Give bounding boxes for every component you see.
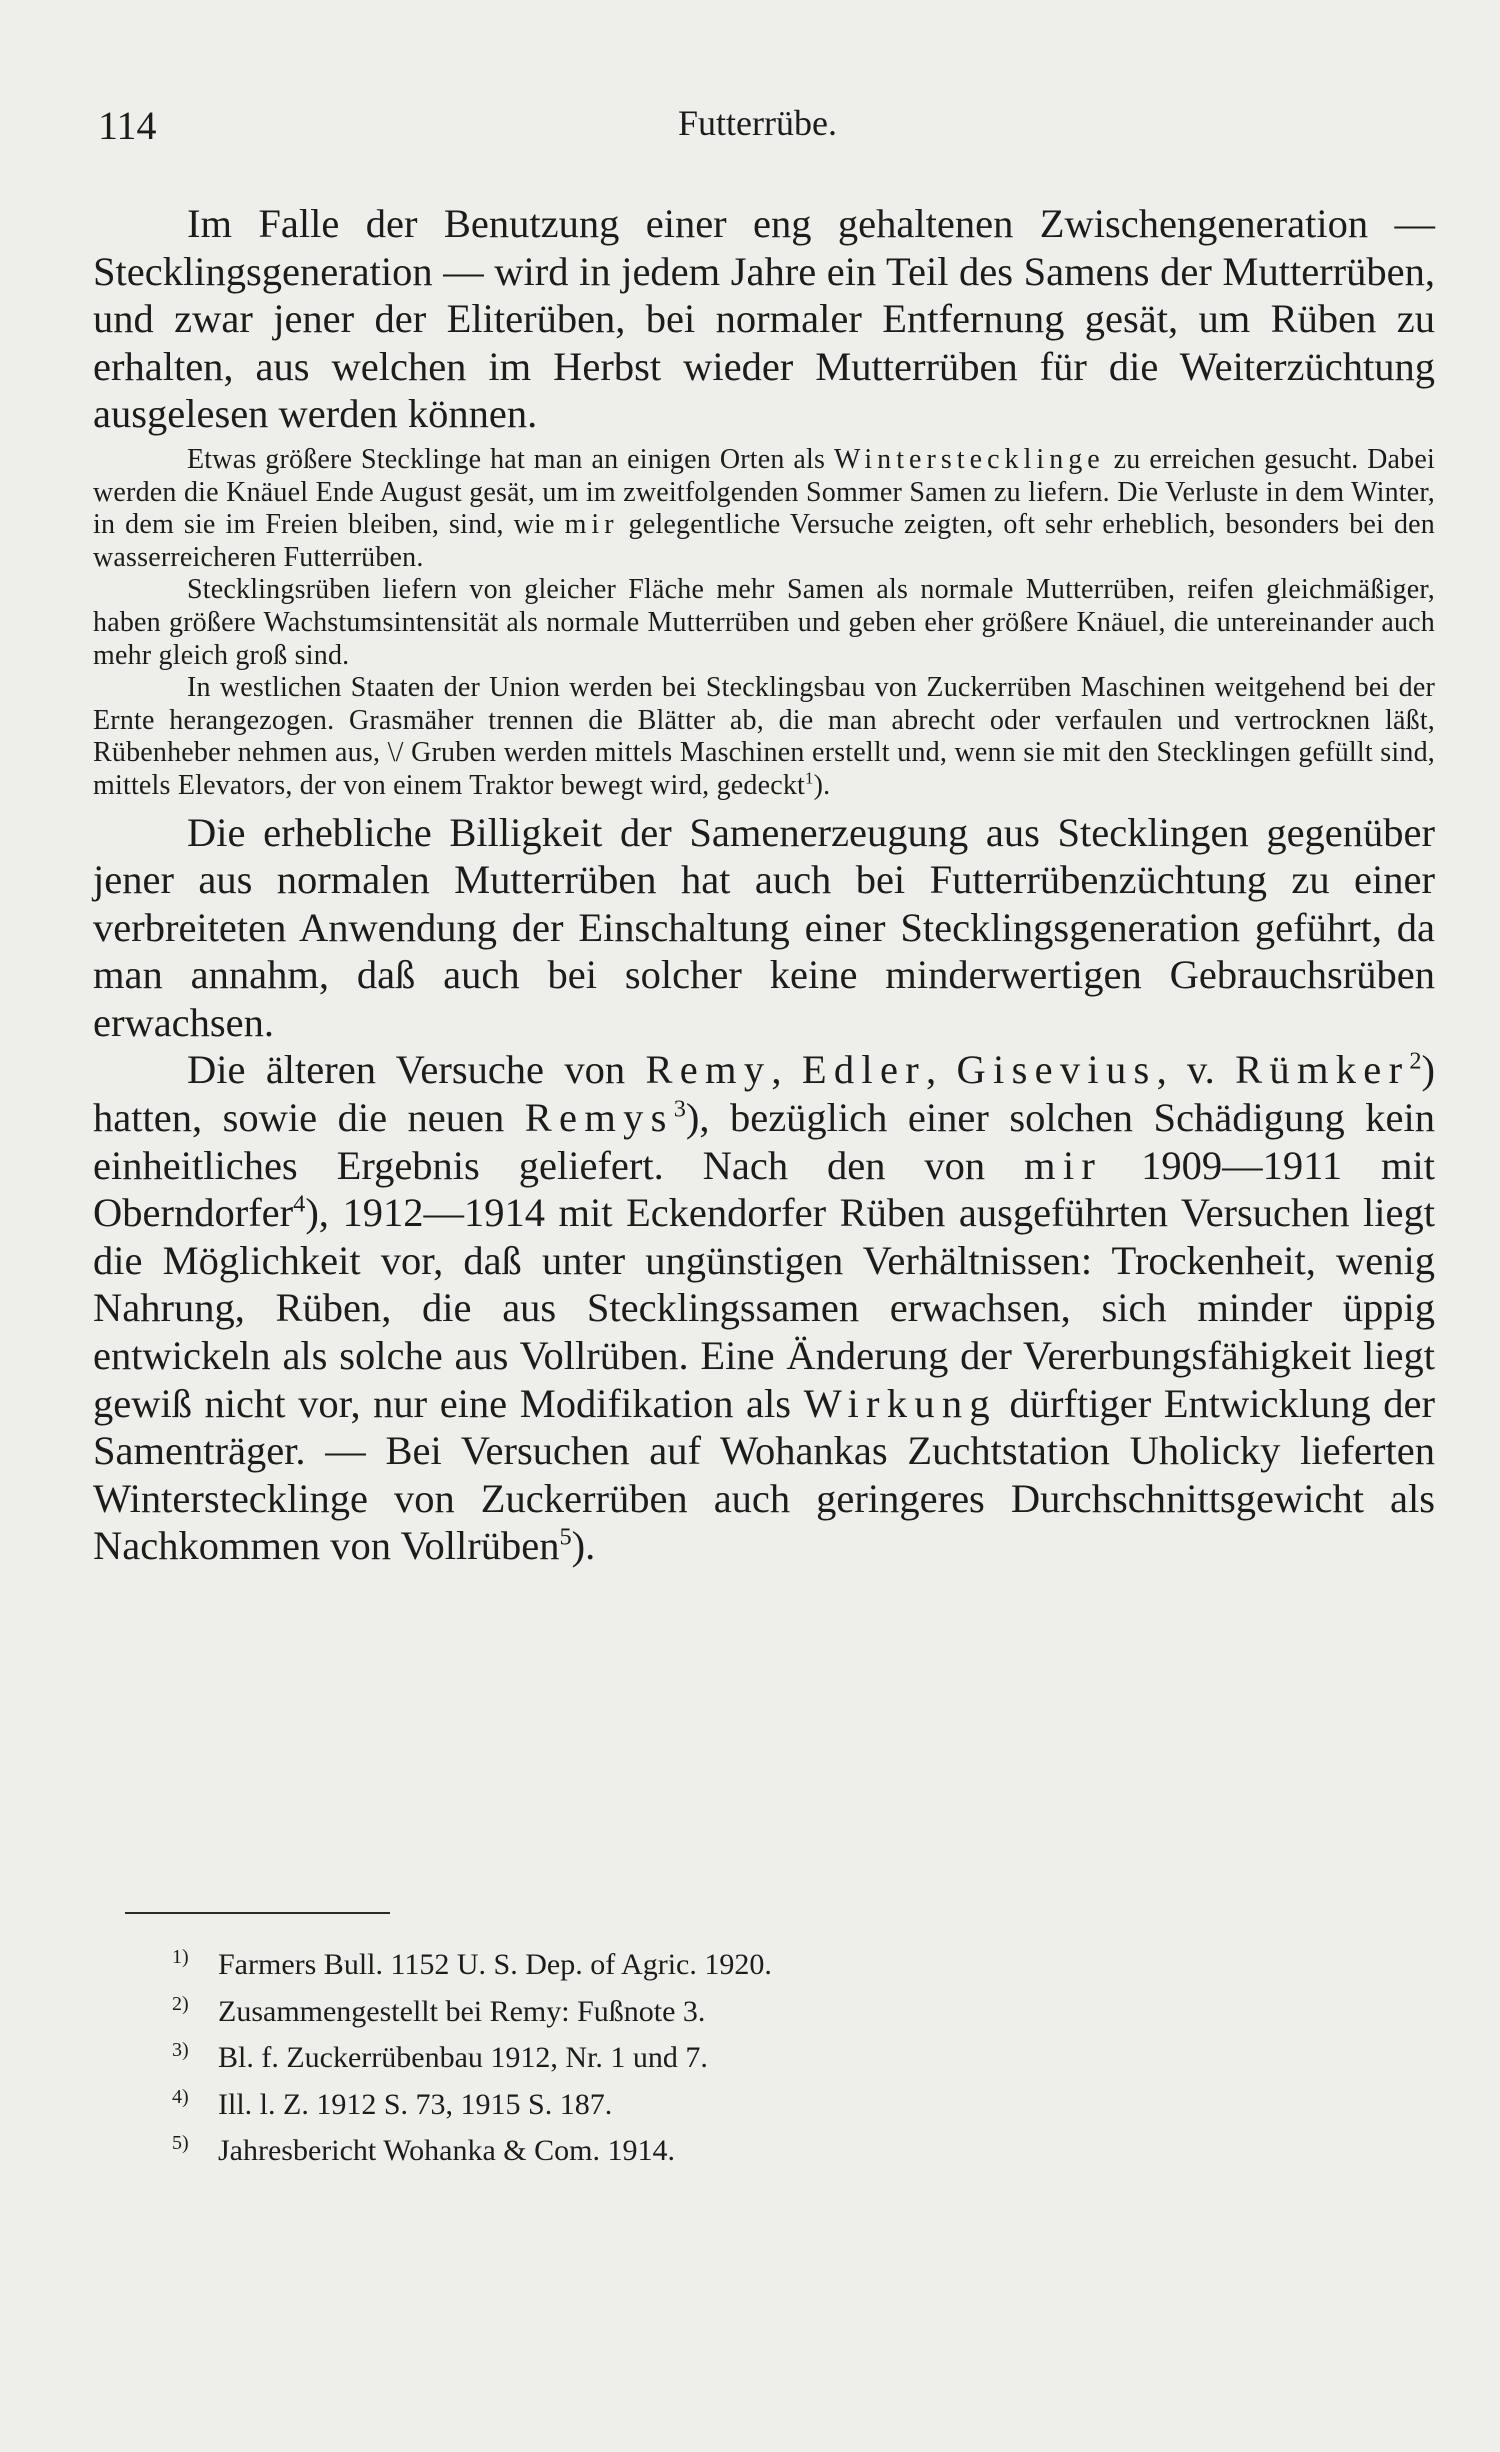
- p2-emph-wintersteckling: Winterstecklinge: [834, 443, 1105, 475]
- footnote-mark: 3): [172, 2039, 189, 2061]
- paragraph-3-text: Stecklingsrüben liefern von gleicher Fläche mehr Samen als normale Mutterrüben, reifen gleichmäßiger, haben größere Wachstumsintensität als normale Mutterrüben und geben eher größere Knäuel, die untereinander auch mehr gleich groß sind.: [93, 574, 1435, 671]
- footnote-text: Ill. l. Z. 1912 S. 73, 1915 S. 187.: [218, 2087, 613, 2121]
- p6-text-f: ), bezüglich einer solchen Schädigung kein einheitliches Ergebnis geliefert. Nach den von: [93, 1095, 1436, 1188]
- paragraph-5: [93, 809, 1435, 1047]
- p6-sep-1: ,: [771, 1047, 802, 1093]
- footnote-ref-4: 4: [293, 1190, 306, 1218]
- footnote-rule: [125, 1912, 390, 1914]
- p6-emph-mir: mir: [1024, 1142, 1103, 1188]
- author-edler: Edler: [801, 1047, 927, 1093]
- footnote-1: [172, 1938, 772, 1985]
- paragraph-3: [93, 574, 1435, 672]
- footnote-text: Farmers Bull. 1152 U. S. Dep. of Agric. 1920.: [218, 1948, 772, 1981]
- footnote-ref-5: 5: [559, 1523, 572, 1551]
- footnote-ref-1: 1: [805, 768, 814, 788]
- paragraph-1: [93, 200, 1435, 438]
- p6-text-a: Die älteren Versuche von: [187, 1047, 646, 1093]
- footnote-5: [172, 2124, 772, 2171]
- footnote-text: Jahresbericht Wohanka & Com. 1914.: [218, 2134, 675, 2167]
- p2-text-e: gelegentliche Versuche zeigten, oft sehr erheblich, besonders bei den wasserreicheren Futterrüben.: [93, 509, 1435, 573]
- footnote-2: [172, 1985, 772, 2032]
- p2-emph-mir: mir: [564, 509, 619, 541]
- p2-text-a: Etwas größere Stecklinge hat man an einigen Orten als: [187, 443, 834, 475]
- page-number: 114: [98, 103, 157, 148]
- paragraph-4: [93, 672, 1435, 802]
- p6-text-d: , v.: [1156, 1047, 1236, 1093]
- footnote-3: [172, 2031, 772, 2078]
- footnote-ref-3: 3: [673, 1095, 686, 1123]
- author-remy: Remy: [645, 1047, 772, 1093]
- author-rumker: Rümker: [1235, 1047, 1410, 1093]
- p6-text-e: ) hatten, sowie die neuen: [93, 1047, 1435, 1141]
- paragraph-2: [93, 444, 1435, 574]
- p6-text-h: ), 1912—1914 mit Eckendorfer Rüben ausgeführten Versuchen liegt die Möglichkeit vor, daß unter ungünstigen Verhältnissen: Trockenheit, wenig Nahrung, Rüben, die aus Stecklingssamen erwachsen, sich minder üppig entwickeln als solche aus Vollrüben. Eine Änderung der Vererbungsfähigkeit liegt gewiß nicht vor, nur eine Modifikation als: [93, 1190, 1435, 1426]
- footnote-ref-2: 2: [1409, 1047, 1422, 1075]
- footnotes: [172, 1938, 772, 2171]
- footnote-mark: 1): [172, 1946, 189, 1968]
- footnote-4: [172, 2078, 772, 2125]
- footnote-mark: 2): [172, 1992, 189, 2015]
- footnote-mark: 4): [172, 2085, 189, 2108]
- p6-sep-2: ,: [926, 1047, 957, 1093]
- running-head: Futterrübe.: [678, 103, 837, 143]
- paragraph-5-text: Die erhebliche Billigkeit der Samenerzeugung aus Stecklingen gegenüber jener aus normalen Mutterrüben hat auch bei Futterrübenzüchtung zu einer verbreiteten Anwendung der Einschaltung einer Stecklingsgeneration geführt, da man annahm, daß auch bei solcher keine minderwertigen Gebrauchsrüben erwachsen.: [93, 809, 1435, 1045]
- paragraph-1-text: Im Falle der Benutzung einer eng gehaltenen Zwischengeneration — Stecklingsgeneration — wird in jedem Jahre ein Teil des Samens der Mutterrüben, und zwar jener der Eliterüben, bei normaler Entfernung gesät, um Rüben zu erhalten, aus welchen im Herbst wieder Mutterrüben für die Weiterzüchtung ausgelesen werden können.: [93, 201, 1435, 437]
- p4-text-a: In westlichen Staaten der Union werden bei Stecklingsbau von Zuckerrüben Maschinen weitgehend bei der Ernte herangezogen. Grasmäher trennen die Blätter ab, die man abrecht oder verfaulen und vertrocknen läßt, Rübenheber nehmen aus, \/ Gruben werden mittels Maschinen erstellt und, wenn sie mit den Stecklingen gefüllt sind, mittels Elevators, der von einem Traktor bewegt wird, gedeckt: [93, 672, 1435, 801]
- p6-emph-wirkung: Wirkung: [803, 1380, 997, 1426]
- paragraph-6: [93, 1046, 1435, 1570]
- footnote-text: Zusammengestellt bei Remy: Fußnote 3.: [218, 1994, 706, 2028]
- footnote-text: Bl. f. Zuckerrübenbau 1912, Nr. 1 und 7.: [218, 2041, 708, 2074]
- p2-text-c: zu erreichen gesucht. Dabei werden die Knäuel Ende August gesät, um im zweitfolgenden Sommer Samen zu liefern. Die Verluste in dem Winter, in dem sie im Freien bleiben, sind, wie: [93, 443, 1435, 541]
- p6-text-g: 1909—1911 mit Oberndorfer: [93, 1142, 1435, 1236]
- p4-text-b: ).: [813, 769, 831, 801]
- p6-text-j: ).: [571, 1523, 596, 1569]
- page-header: [98, 102, 1438, 162]
- footnote-mark: 5): [172, 2132, 189, 2154]
- author-remys: Remys: [524, 1095, 674, 1141]
- page-body: [93, 200, 1435, 1570]
- author-gisevius: Gisevius: [956, 1047, 1157, 1093]
- p6-text-i: dürftiger Entwicklung der Samenträger. — Bei Versuchen auf Wohankas Zuchtstation Uholicky lieferten Winterstecklinge von Zuckerrüben auch geringeres Durchschnittsgewicht als Nachkommen von Vollrüben: [93, 1380, 1436, 1569]
